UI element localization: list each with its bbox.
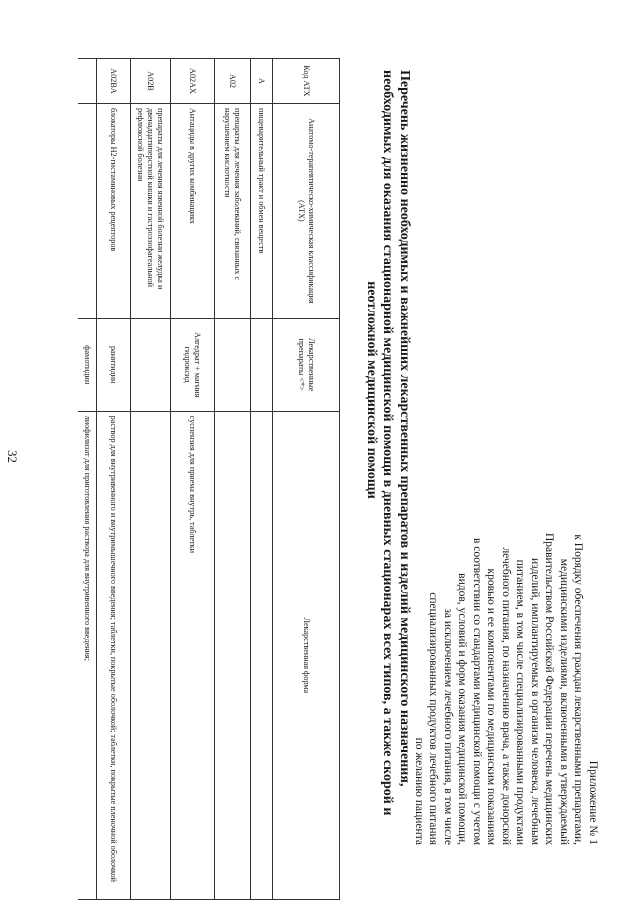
atx-drug-table: [79, 58, 341, 900]
cell-classification: Антациды в других комбинациях: [171, 103, 215, 318]
appendix-line: медицинскими изделиями, включенными в утверждаемый: [558, 558, 570, 845]
cell-form: [215, 411, 251, 899]
appendix-line: по желанию пациента: [413, 737, 425, 845]
header-atx-classification: Анатомо-терапевтическо-химическая классификация (АТХ): [273, 103, 340, 318]
appendix-line: в соответствии со стандартами медицинской помощи с учетом: [471, 537, 483, 845]
appendix-line: питанием, в том числе специализированными продуктами: [514, 559, 527, 845]
header-atx-code: Код АТХ: [273, 59, 340, 104]
appendix-line: изделий, имплантируемых в организм человека, лечебным: [529, 558, 541, 845]
appendix-line: видов, условий и форм оказания медицинской помощи,: [456, 573, 469, 845]
page-number: 32: [5, 450, 20, 463]
cell-code: A: [251, 59, 273, 104]
table-row: [97, 59, 131, 900]
appendix-line: Приложение № 1: [587, 760, 599, 845]
appendix-note: [412, 325, 601, 845]
table-header-row: [273, 59, 340, 900]
header-drugs: Лекарственные препараты <*>: [273, 318, 340, 411]
table-row: [251, 59, 273, 900]
cell-classification: [79, 103, 97, 318]
table-row: [131, 59, 171, 900]
appendix-line: за исключением лечебного питания, в том числе: [442, 608, 454, 845]
cell-form: [131, 411, 171, 899]
table-row: [79, 59, 97, 900]
cell-drug: [215, 318, 251, 411]
cell-classification: препараты для лечения язвенной болезни желудка и двенадцатиперстной кишки и гастроэзофагеальной рефлюксной болезни: [131, 103, 171, 318]
cell-form: суспензия для приема внутрь, таблетки: [171, 411, 215, 899]
cell-drug: [251, 318, 273, 411]
cell-code: A02: [215, 59, 251, 104]
appendix-line: кровью и ее компонентами по медицинским показаниям: [485, 568, 498, 845]
cell-form: лиофилизат для приготовления раствора для внутривенного введения;: [79, 411, 97, 899]
cell-classification: пищеварительный тракт и обмен веществ: [251, 103, 273, 318]
cell-code: A02BA: [97, 59, 131, 104]
cell-form: раствор для внутривенного и внутримышечного введения; таблетки, покрытые оболочкой; таблетки, покрытые пленочной оболочкой: [97, 411, 131, 899]
cell-drug: [131, 318, 171, 411]
appendix-line: Правительством Российской Федерации перечень медицинских: [543, 532, 556, 845]
cell-code: [79, 59, 97, 104]
appendix-line: к Порядку обеспечения граждан лекарственными препаратами,: [572, 534, 585, 845]
cell-form: [251, 411, 273, 899]
table-row: [215, 59, 251, 900]
cell-drug: Алгедрат + магния гидроксид: [171, 318, 215, 411]
appendix-line: лечебного питания, по назначению врача, а также донорской: [500, 547, 512, 845]
header-dosage-form: Лекарственная форма: [273, 411, 340, 899]
table-row: [171, 59, 215, 900]
cell-code: A02B: [131, 59, 171, 104]
heading-line: Перечень жизненно необходимых и важнейших лекарственных препаратов и изделий медицинского назначения,: [397, 70, 412, 787]
heading-line: неотложной медицинской помощи: [364, 281, 379, 499]
document-heading: [363, 70, 413, 816]
heading-line: необходимых для оказания стационарной медицинской помощи в дневных стационарах всех типов, а также скорой и: [380, 70, 396, 816]
cell-drug: фамотидин: [79, 318, 97, 411]
cell-code: A02AX: [171, 59, 215, 104]
appendix-line: специализированных продуктов лечебного питания: [427, 592, 440, 845]
cell-classification: препараты для лечения заболеваний, связанных с нарушением кислотности: [215, 103, 251, 318]
cell-drug: ранитидин: [97, 318, 131, 411]
cell-classification: блокаторы H2-гистаминовых рецепторов: [97, 103, 131, 318]
